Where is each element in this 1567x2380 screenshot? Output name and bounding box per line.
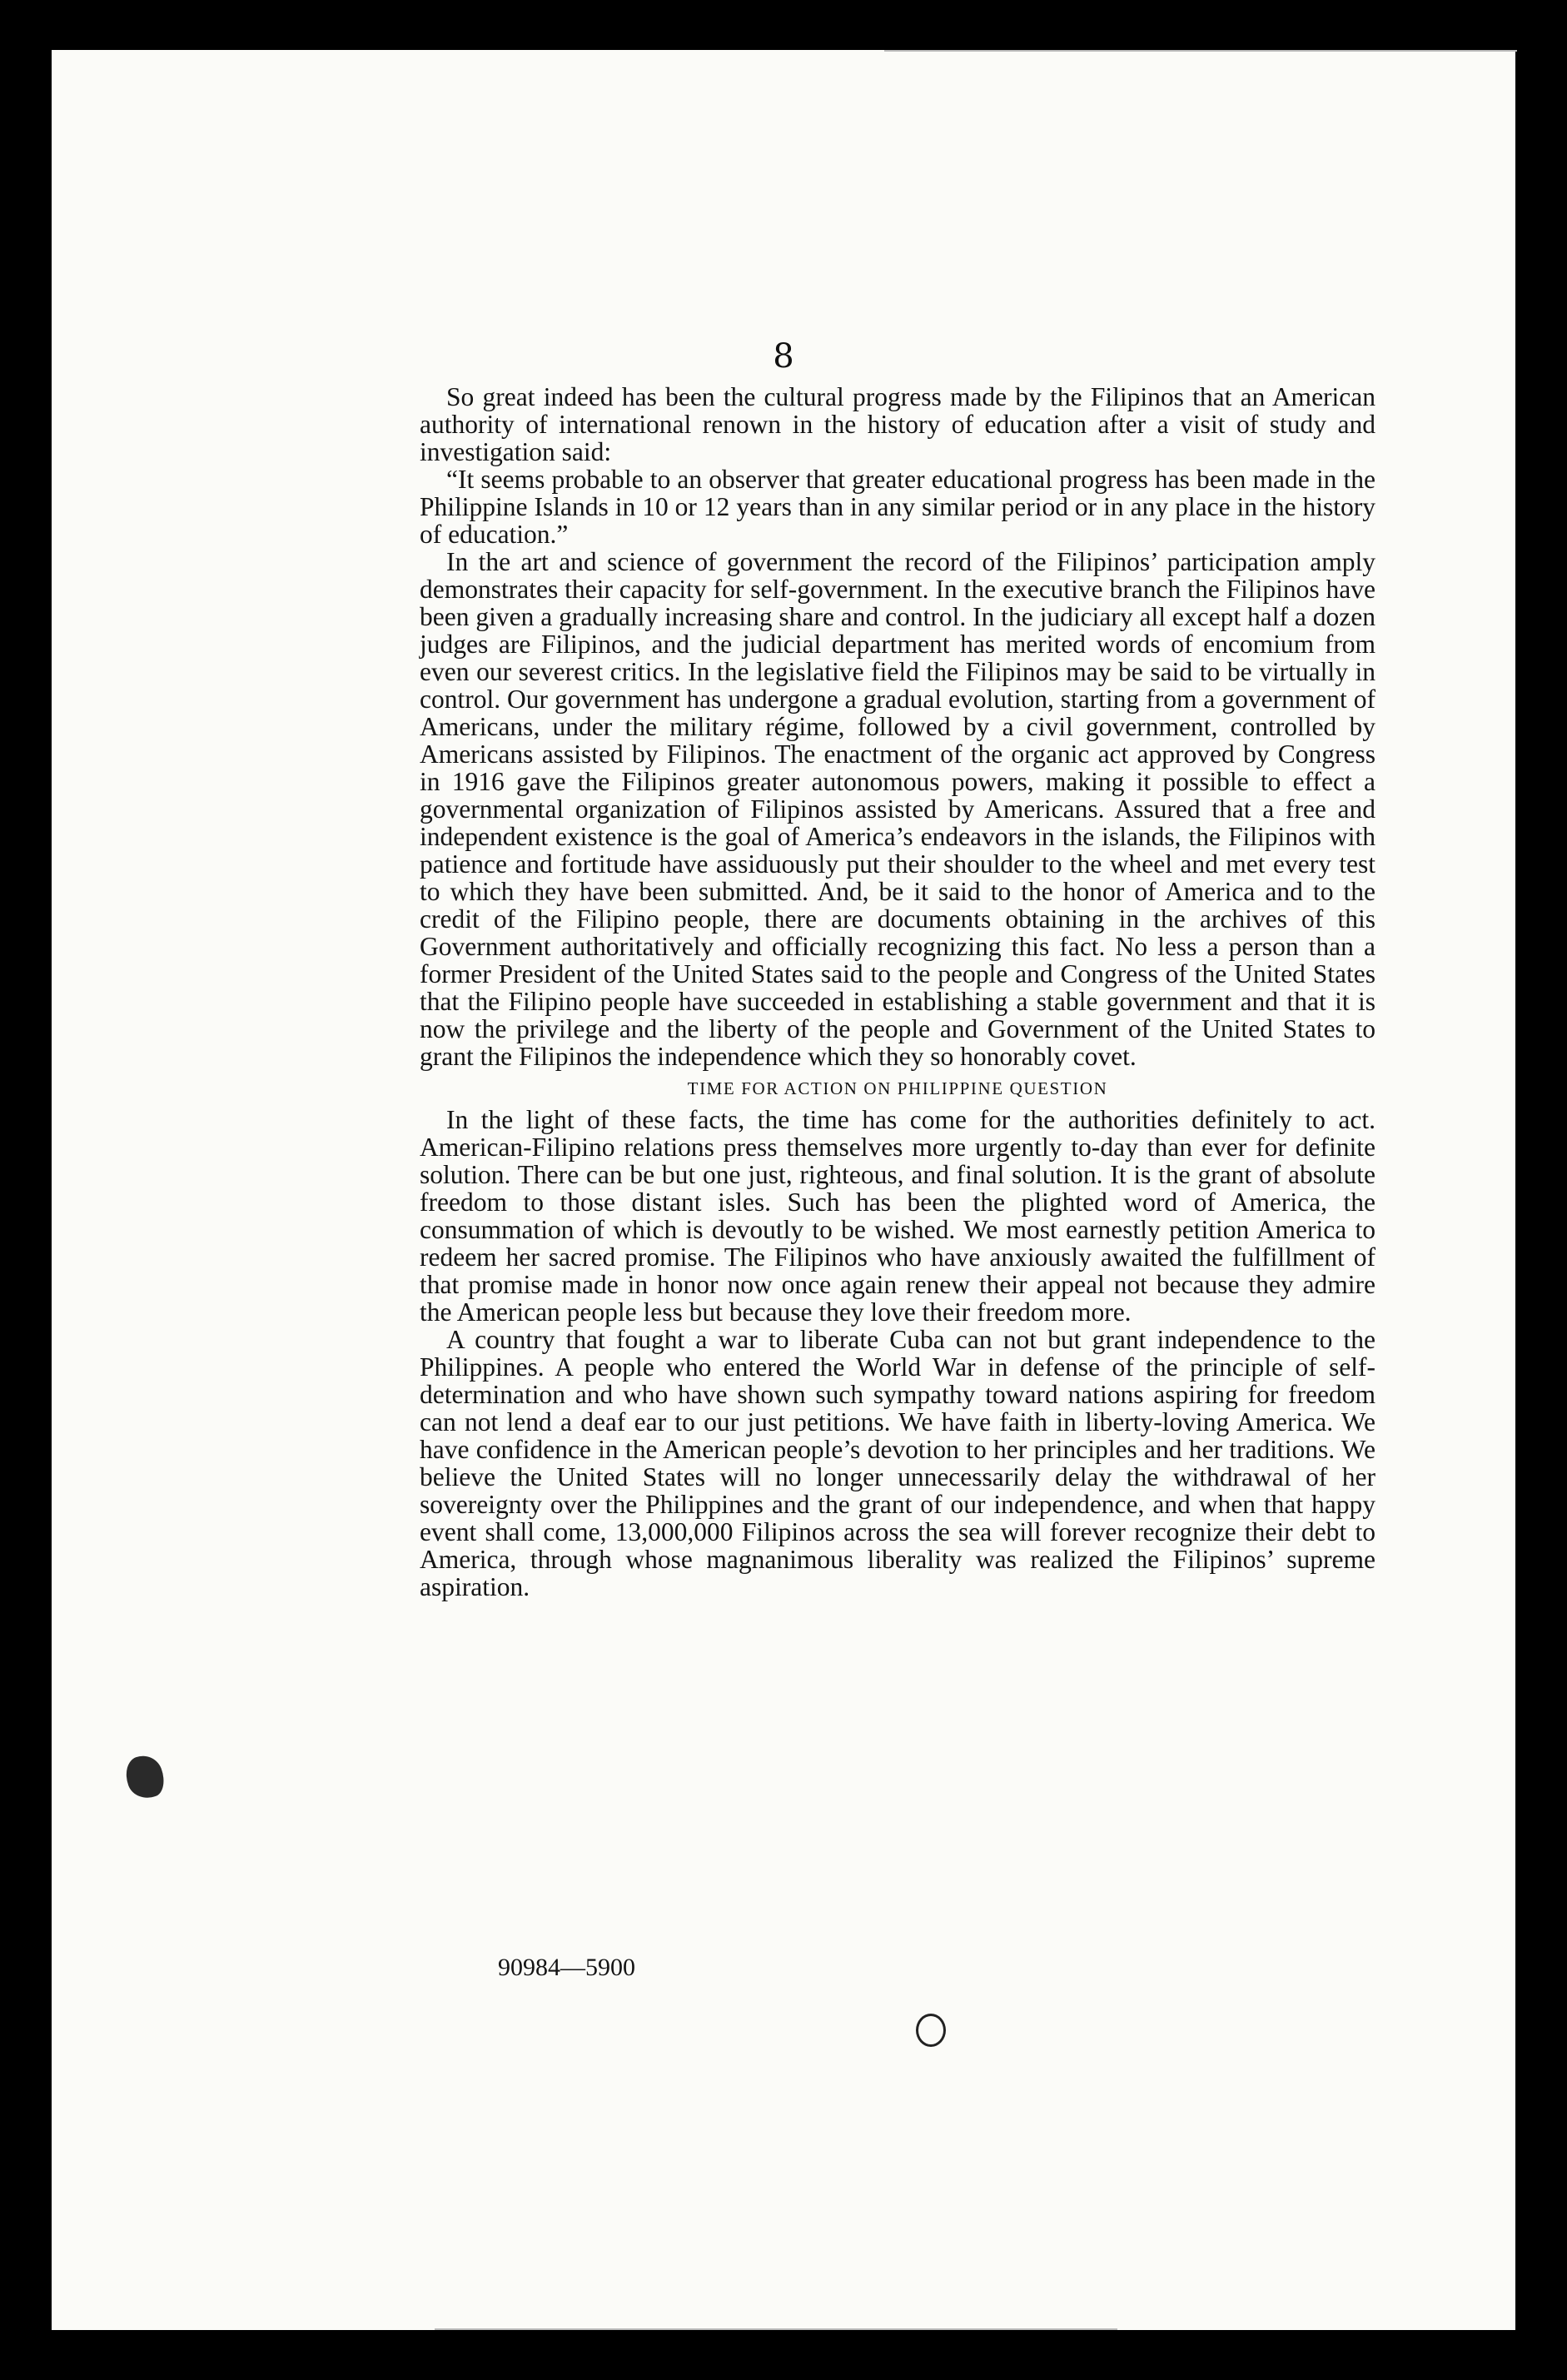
paragraph-cultural-progress: So great indeed has been the cultural progress made by the Filipinos that an American authority of international renown in the history of education after a visit of study and investigation said:: [420, 382, 1375, 466]
paragraph-government: In the art and science of government the record of the Filipinos’ participation amply demonstrates their capacity for self-government. In the executive branch the Filipinos have been given a gradually increasing share and control. In the judiciary all except half a dozen judges are Filipinos, and the judicial department has merited words of encomium from even our severest critics. In the legislative field the Filipinos may be said to be virtually in control. Our government has undergone a gradual evolution, starting from a government of Americans, under the military régime, followed by a civil government, controlled by Americans assisted by Filipinos. The enactment of the organic act approved by Congress in 1916 gave the Filipinos greater autonomous powers, making it possible to effect a governmental organization of Filipinos assisted by Americans. Assured that a free and independent existence is the goal of America’s endeavors in the islands, the Filipinos with patience and fortitude have assiduously put their shoulder to the wheel and met every test to which they have been submitted. And, be it said to the honor of America and to the credit of the Filipino people, there are documents obtaining in the archives of this Government authoritatively and officially recognizing this fact. No less a person than a former President of the United States said to the people and Congress of the United States that the Filipino people have succeeded in establishing a stable government and that it is now the privilege and the liberty of the people and Government of the United States to grant the Filipinos the independence which they so honorably covet.: [420, 547, 1375, 1071]
scan-edge-line: [884, 50, 1517, 52]
section-heading: TIME FOR ACTION ON PHILIPPINE QUESTION: [687, 1078, 1108, 1098]
end-ornament-circle: [916, 2014, 946, 2047]
print-code: 90984—5900: [498, 1954, 635, 1981]
paragraph-cuba-comparison: A country that fought a war to liberate Cuba can not but grant independence to the Philippines. A people who entered the World War in defense of the principle of self-determination and who have shown such sympathy toward nations aspiring for freedom can not lend a deaf ear to our just petitions. We have faith in liberty-loving America. We have confidence in the American people’s devotion to her principles and her traditions. We believe the United States will no longer unnecessarily delay the withdrawal of her sovereignty over the Philippines and the grant of our independence, and when that happy event shall come, 13,000,000 Filipinos across the sea will forever recognize their debt to America, through whose magnanimous liberality was realized the Filipinos’ supreme aspiration.: [420, 1325, 1375, 1601]
page-number: 8: [773, 337, 794, 376]
ink-blot-mark: [120, 1750, 169, 1804]
scan-edge-line-bottom: [435, 2328, 1117, 2330]
paragraph-time-to-act: In the light of these facts, the time has come for the authorities definitely to act. American-Filipino relations press themselves more urgently to-day than ever for definite solution. There can be but one just, righteous, and final solution. It is the grant of absolute freedom to those distant isles. Such has been the plighted word of America, the consummation of which is devoutly to be wished. We most earnestly petition America to redeem her sacred promise. The Filipinos who have anxiously awaited the fulfillment of that promise made in honor now once again renew their appeal not because they admire the American people less but because they love their freedom more.: [420, 1105, 1375, 1327]
paragraph-quotation: “It seems probable to an observer that greater educational progress has been made in the Philippine Islands in 10 or 12 years than in any similar period or in any place in the history of education.”: [420, 465, 1375, 549]
scanned-page: [52, 50, 1515, 2330]
document-body: [420, 383, 1375, 1601]
